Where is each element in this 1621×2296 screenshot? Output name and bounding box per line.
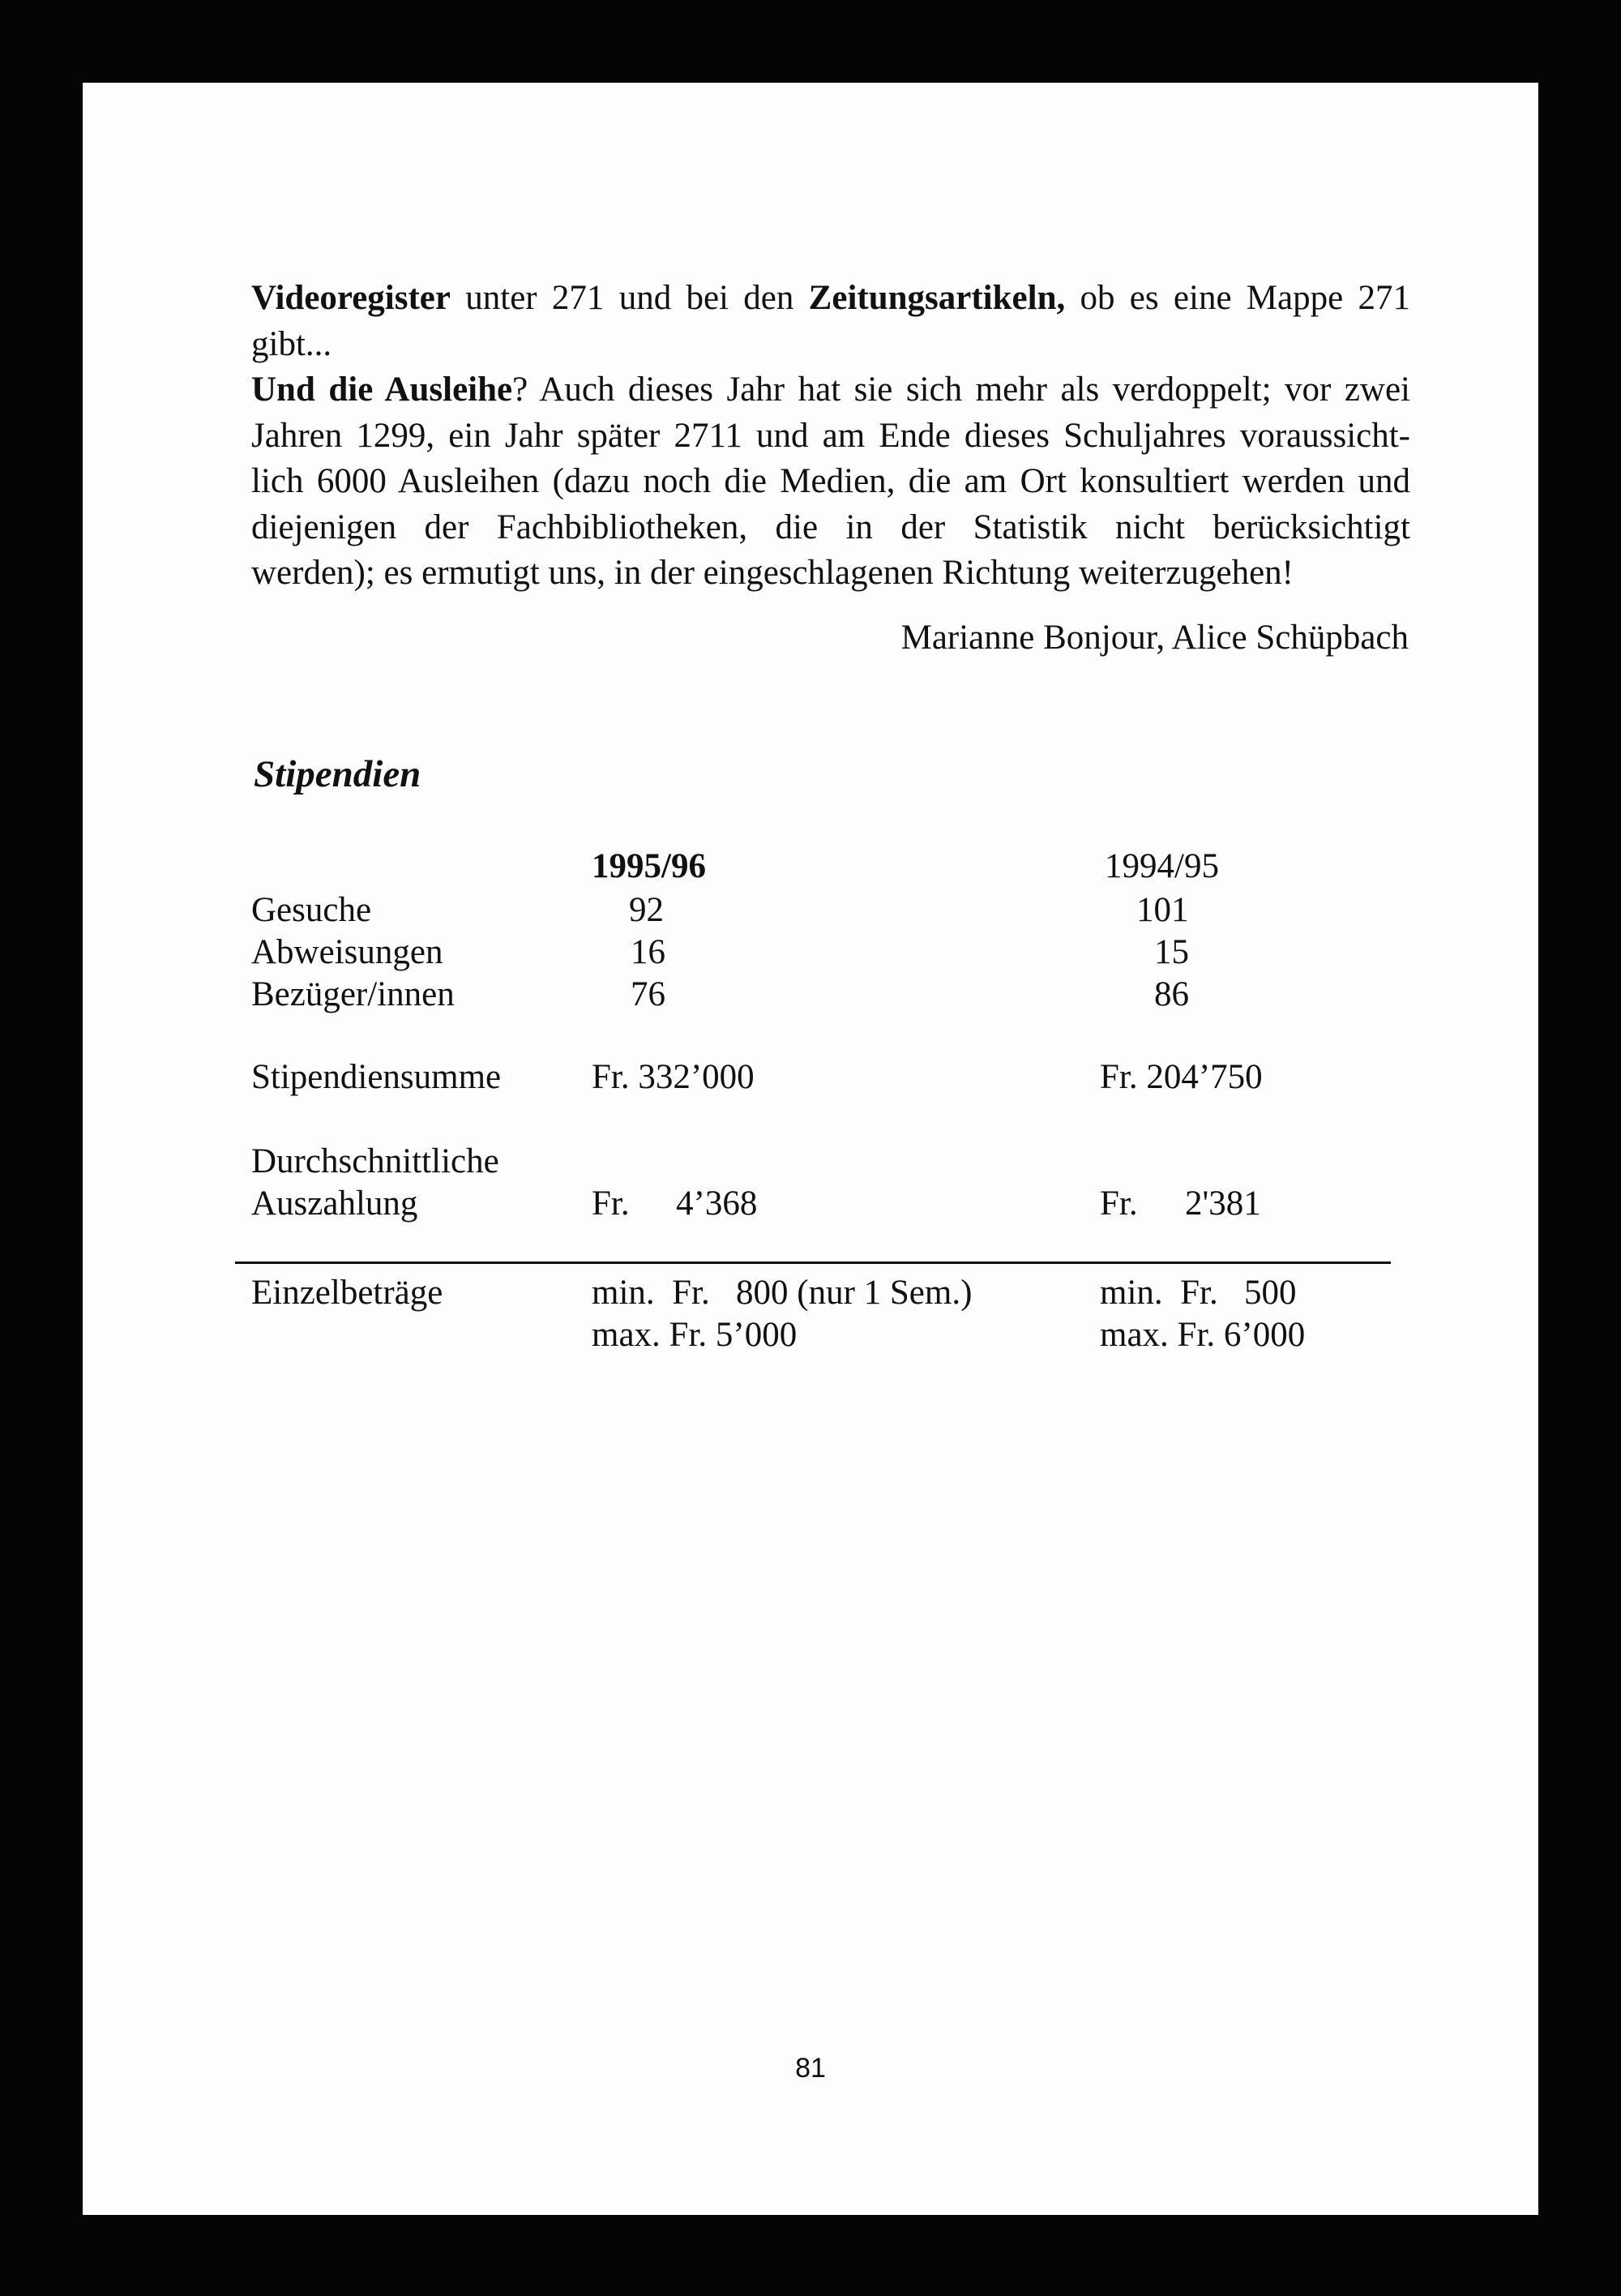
section-title: Stipendien [254,753,421,795]
text-run: unter 271 und bei den [450,279,809,317]
row-label-auszahlung: Auszahlung [251,1184,418,1223]
bold-term-ausleihe: Und die Ausleihe [251,371,513,409]
paragraph-line: lich 6000 Ausleihen (dazu noch die Medien, die am Ort konsultiert werden und [251,462,1410,500]
row-value-gesuche-1995: 92 [629,891,664,929]
row-label-einzelbetraege: Einzelbeträge [251,1274,443,1312]
row-value-stipendiensumme-1994: Fr. 204’750 [1100,1058,1263,1096]
row-value-einzel-min-1995: min. Fr. 800 (nur 1 Sem.) [592,1274,973,1312]
row-label-abweisungen: Abweisungen [251,933,443,971]
paragraph-line: werden); es ermutigt uns, in der eingeschlagenen Richtung weiterzugehen! [251,554,1294,592]
row-label-durchschnittliche: Durchschnittliche [251,1142,499,1180]
paragraph-line: diejenigen der Fachbibliotheken, die in der Statistik nicht berücksichtigt [251,508,1410,546]
text-run: ? Auch dieses Jahr hat sie sich mehr als verdoppelt; vor zwei [512,371,1410,409]
table-divider [235,1262,1391,1264]
column-header-1994-95: 1994/95 [1105,847,1219,885]
paragraph-line: Jahren 1299, ein Jahr später 2711 und am Ende dieses Schuljahres voraussicht- [251,416,1410,455]
page-number: 81 [795,2053,826,2084]
row-label-gesuche: Gesuche [251,891,372,929]
row-value-gesuche-1994: 101 [1136,891,1189,929]
body-paragraph [251,276,1410,597]
row-label-stipendiensumme: Stipendiensumme [251,1058,502,1096]
bold-term-zeitungsartikeln: Zeitungsartikeln, [808,279,1066,317]
row-label-bezueger: Bezüger/innen [251,975,455,1013]
row-prefix-auszahlung-1995: Fr. [592,1184,630,1223]
paragraph-line [251,276,1410,322]
row-value-stipendiensumme-1995: Fr. 332’000 [592,1058,755,1096]
row-value-einzel-max-1994: max. Fr. 6’000 [1100,1316,1306,1354]
row-value-einzel-min-1994: min. Fr. 500 [1100,1274,1297,1312]
signature-authors: Marianne Bonjour, Alice Schüpbach [900,619,1409,657]
column-header-1995-96: 1995/96 [592,847,706,885]
bold-term-videoregister: Videoregister [251,279,451,317]
row-value-abweisungen-1994: 15 [1154,933,1189,971]
row-value-einzel-max-1995: max. Fr. 5’000 [592,1316,798,1354]
row-value-auszahlung-1995: 4’368 [676,1184,758,1223]
row-value-bezueger-1994: 86 [1154,975,1189,1013]
row-value-abweisungen-1995: 16 [631,933,665,971]
text-run: ob es eine Mappe 271 [1065,279,1410,317]
row-value-bezueger-1995: 76 [631,975,665,1013]
paragraph-line [251,367,1410,413]
paragraph-line: gibt... [251,324,332,363]
row-value-auszahlung-1994: 2'381 [1185,1184,1261,1223]
row-prefix-auszahlung-1994: Fr. [1100,1184,1138,1223]
